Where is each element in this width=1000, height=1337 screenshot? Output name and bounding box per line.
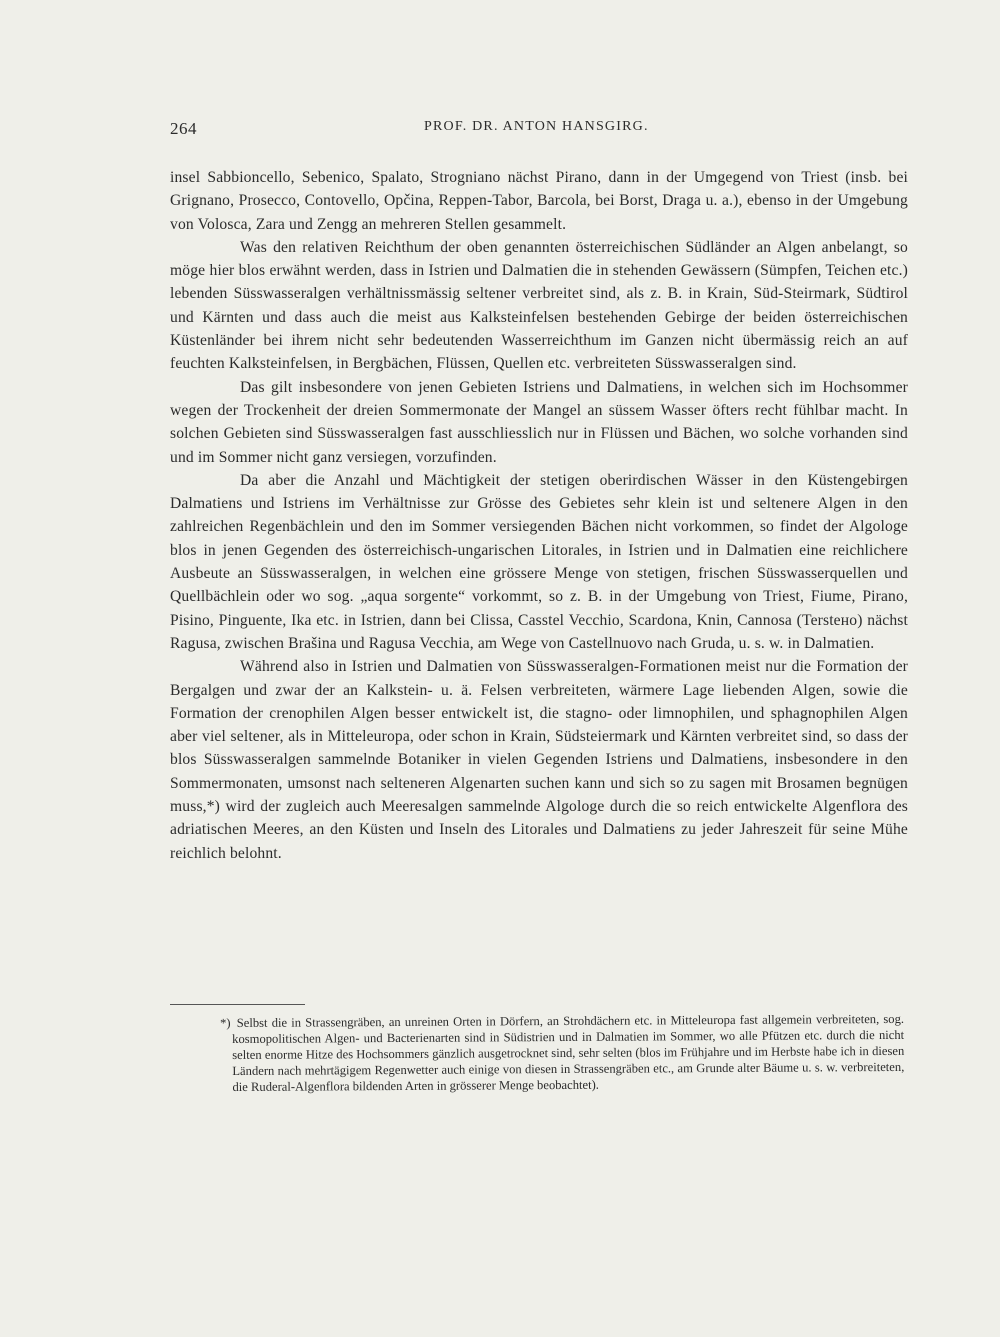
footnote <box>220 1011 905 1096</box>
footnote-divider <box>170 1004 305 1005</box>
footnote-mark: *) <box>220 1016 231 1031</box>
paragraph: Was den relativen Reichthum der oben genannten österreichischen Südländer an Algen anbelangt, so möge hier blos erwähnt werden, dass in Istrien und Dalmatien die in stehenden Gewässern (Sümpfen, Teichen etc.) lebenden Süsswasseralgen verhältnissmässig seltener verbreitet sind, als z. B. in Krain, Süd-Steirmark, Südtirol und Kärnten und dass auch die meist aus Kalksteinfelsen bestehenden Gebirge der beiden österreichischen Küstenländer bei ihrem nicht sehr bedeutenden Wasserreichthum im Ganzen nicht übermässig reich an auf feuchten Kalksteinfelsen, in Bergbächen, Flüssen, Quellen etc. verbreiteten Süsswasseralgen sind. <box>170 238 908 373</box>
page-number: 264 <box>170 119 197 138</box>
body-text <box>170 166 908 865</box>
paragraph: Da aber die Anzahl und Mächtigkeit der stetigen oberirdischen Wässer in den Küstengebirgen Dalmatiens und Istriens im Verhältnisse zur Grösse des Gebietes sehr klein ist und seltenere Algen in den zahlreichen Regenbächlein und den im Sommer versiegenden Bächen nicht vorkommen, so findet der Algologe blos in jenen Gegenden des österreichisch-ungarischen Litorales, in Istrien und in Dalmatien eine reichlichere Ausbeute an Süsswasseralgen, in welchen eine grössere Menge von stetigen, frischen Süsswasserquellen und Quellbächlein oder wo sog. „aqua sorgente“ vorkommt, so z. B. in der Umgebung von Triest, Fiume, Pirano, Pisino, Pinguente, Ika etc. in Istrien, dann bei Clissa, Casstel Vecchio, Scardona, Knin, Cannosa (Terstено) nächst Ragusa, zwischen Brašina und Ragusa Vecchia, am Wege von Castellnuovo nach Gruda, u. s. w. in Dalmatien. <box>170 471 908 652</box>
running-head <box>170 119 910 143</box>
paragraph: Während also in Istrien und Dalmatien von Süsswasseralgen-Formationen meist nur die Formation der Bergalgen und zwar der an Kalkstein- u. ä. Felsen verbreiteten, wärmere Lage liebenden Algen, sowie die Formation der crenophilen Algen besser entwickelt ist, die stagno- oder limnophilen, und sphagnophilen Algen aber viel seltener, als in Mitteleuropa, oder schon in Krain, Südsteiermark und Kärnten verbreitet sind, so dass der blos Süsswasseralgen sammelnde Botaniker in vielen Gegenden Istriens und Dalmatiens, insbesondere in den Sommermonaten, umsonst nach selteneren Algenarten suchen kann und sich so zu sagen mit Brosamen begnügen muss,*) wird der zugleich auch Meeresalgen sammelnde Algologe durch die so reich entwickelte Algenflora des adriatischen Meeres, an den Küsten und Inseln des Litorales und Dalmatiens zu jeder Jahreszeit für seine Mühe reichlich belohnt. <box>170 658 908 862</box>
paragraph: Das gilt insbesondere von jenen Gebieten Istriens und Dalmatiens, in welchen sich im Hochsommer wegen der Trockenheit der dreien Sommermonate der Mangel an süssem Wasser öfters recht fühlbar macht. In solchen Gebieten sind Süsswasseralgen fast ausschliesslich nur in Flüssen und Bächen, wo solche vorhanden sind und im Sommer nicht ganz versiegen, vorzufinden. <box>170 378 908 466</box>
paragraph-continued: insel Sabbioncello, Sebenico, Spalato, Strogniano nächst Pirano, dann in der Umgegend von Triest (insb. bei Grignano, Prosecco, Contovello, Opčina, Reppen-Tabor, Barcola, bei Borst, Draga u. a.), ebenso in der Umgebung von Volosca, Zara und Zengg an mehreren Stellen gesammelt. <box>170 169 908 233</box>
footnote-text: Selbst die in Strassengräben, an unreinen Orten in Dörfern, an Strohdächern etc. in Mitteleuropa fast allgemein verbreiteten, sog. kosmopolitischen Algen- und Bacterienarten sind in Südistrien und in Dalmatien im Sommer, wo alle Pfützen etc. durch die nicht selten enorme Hitze des Hochsommers gänzlich ausgetrocknet sind, sehr selten (blos im Frühjahre und im Herbste habe ich in diesen Ländern nach mehrtägigem Regenwetter auch einige von diesen in Strassengräben etc., am Grunde alter Bäume u. s. w. verbreiteten, die Ruderal-Algenflora bildenden Arten in grösserer Menge beobachtet). <box>232 1011 905 1095</box>
header-author: PROF. DR. ANTON HANSGIRG. <box>424 119 649 134</box>
